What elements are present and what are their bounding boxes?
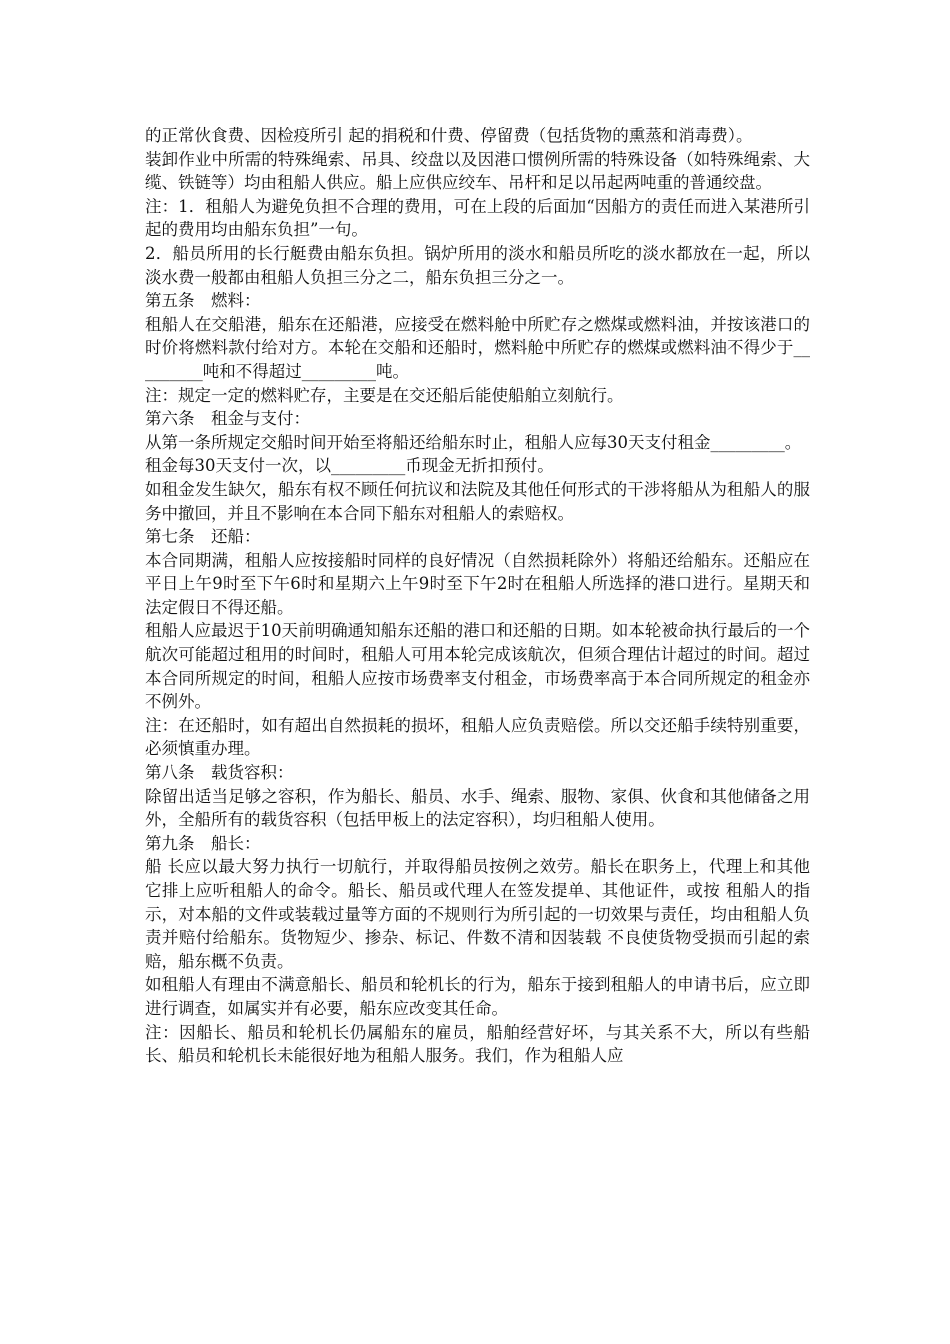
article-6-withdrawal: 如租金发生缺欠，船东有权不顾任何抗议和法院及其他任何形式的干涉将船从为租船人的服务中撤回，并且不影响在本合同下船东对租船人的索赔权。 (145, 479, 810, 523)
article-9-note: 注：因船长、船员和轮机长仍属船东的雇员，船舶经营好坏，与其关系不大，所以有些船长、船员和轮机长未能很好地为租船人服务。我们，作为租船人应 (145, 1022, 810, 1066)
article-6-payment-currency: 租金每30天支付一次，以_________币现金无折扣预付。 (145, 456, 554, 476)
article-8-body: 除留出适当足够之容积，作为船长、船员、水手、绳索、服物、家俱、伙食和其他储备之用外，全船所有的载货容积（包括甲板上的法定容积），均归租船人使用。 (145, 786, 810, 830)
note-unreasonable-fees: 注：1．租船人为避免负担不合理的费用，可在上段的后面加“因船方的责任而进入某港所引起的费用均由船东负担”一句。 (145, 196, 810, 240)
article-8-heading: 第八条 载货容积： (145, 763, 294, 783)
article-7-heading: 第七条 还船： (145, 527, 261, 547)
article-6-heading: 第六条 租金与支付： (145, 409, 310, 429)
document-page (145, 124, 810, 1068)
article-9-heading: 第九条 船长： (145, 833, 261, 853)
article-9-master-duties: 船 长应以最大努力执行一切航行，并取得船员按例之效劳。船长在职务上，代理上和其他它排上应听租船人的命令。船长、船员或代理人在签发提单、其他证件，或按 租船人的指示，对本船的文件或装载过量等方面的不规则行为所引起的一切效果与责任，均由租船人负责并赔付给船东。货物短少、掺杂、标记、件数不清和因装载 不良使货物受损而引起的索赔，船东概不负责。 (145, 857, 810, 971)
paragraph-fees-continued: 的正常伙食费、因检疫所引 起的捐税和什费、停留费（包括货物的熏蒸和消毒费）。 (145, 126, 753, 145)
note-fresh-water: 2．船员所用的长行艇费由船东负担。锅炉所用的淡水和船员所吃的淡水都放在一起，所以淡水费一般都由租船人负担三分之二，船东负担三分之一。 (145, 243, 810, 287)
article-7-note: 注：在还船时，如有超出自然损耗的损坏，租船人应负责赔偿。所以交还船手续特别重要，必须慎重办理。 (145, 715, 810, 759)
article-5-heading: 第五条 燃料： (145, 291, 261, 311)
article-9-complaints: 如租船人有理由不满意船长、船员和轮机长的行为，船东于接到租船人的申请书后，应立即进行调查，如属实并有必要，船东应改变其任命。 (145, 975, 810, 1018)
paragraph-special-equipment: 装卸作业中所需的特殊绳索、吊具、绞盘以及因港口惯例所需的特殊设备（如特殊绳索、大缆、铁链等）均由租船人供应。船上应供应绞车、吊杆和足以吊起两吨重的普通绞盘。 (145, 149, 810, 193)
article-6-hire-rate: 从第一条所规定交船时间开始至将船还给船东时止，租船人应每30天支付租金_________。 (145, 432, 802, 452)
article-7-redelivery-time: 本合同期满，租船人应按接船时同样的良好情况（自然损耗除外）将船还给船东。还船应在平日上午9时至下午6时和星期六上午9时至下午2时在租船人所选择的港口进行。星期天和法定假日不得还船。 (145, 550, 810, 617)
article-7-notice: 租船人应最迟于10天前明确通知船东还船的港口和还船的日期。如本轮被命执行最后的一个航次可能超过租用的时间时，租船人可用本轮完成该航次，但须合理估计超过的时间。超过本合同所规定的时间，租船人应按市场费率支付租金，市场费率高于本合同所规定的租金亦不例外。 (145, 621, 810, 712)
article-5-note: 注：规定一定的燃料贮存，主要是在交还船后能使船舶立刻航行。 (145, 385, 624, 405)
article-5-body: 租船人在交船港，船东在还船港，应接受在燃料舱中所贮存之燃煤或燃料油，并按该港口的时价将燃料款付给对方。本轮在交船和还船时，燃料舱中所贮存的燃煤或燃料油不得少于_________吨和不得超过_________吨。 (145, 314, 810, 381)
